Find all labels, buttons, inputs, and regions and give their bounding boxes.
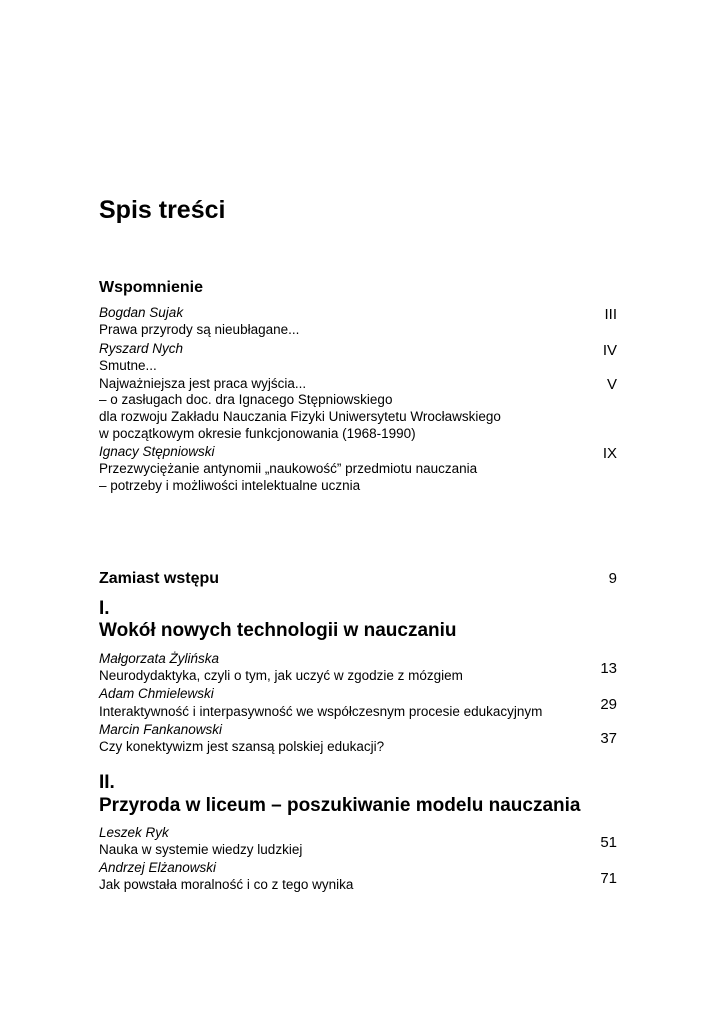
entry-title: Jak powstała moralność i co z tego wynika [99,877,354,892]
entry-author: Leszek Ryk [99,825,169,840]
entry-title: Nauka w systemie wiedzy ludzkiej [99,842,303,857]
entry-page-number: III [604,306,617,323]
entry-page-number: V [606,376,617,393]
part-number: I. [99,598,110,619]
entry-page-number: IX [602,445,617,462]
entry-title-line: – potrzeby i możliwości intelektualne ucznia [99,478,361,493]
page-title: Spis treści [99,196,226,224]
entry-title: Smutne... [99,358,157,373]
entry-author: Ignacy Stępniowski [99,444,215,459]
part-heading: Przyroda w liceum – poszukiwanie modelu nauczania [99,795,581,816]
entry-author: Ryszard Nych [99,341,184,356]
entry-page-number: 71 [600,870,617,887]
entry-title: Czy konektywizm jest szansą polskiej edukacji? [99,739,385,754]
entry-title: Neurodydaktyka, czyli o tym, jak uczyć w zgodzie z mózgiem [99,668,463,683]
part-heading: Wokół nowych technologii w nauczaniu [99,620,457,641]
entry-author: Małgorzata Żylińska [99,651,220,666]
entry-page-number: 9 [608,570,617,587]
entry-page-number: 37 [600,730,617,747]
entry-page-number: 51 [600,834,617,851]
entry-author: Andrzej Elżanowski [99,860,217,875]
entry-title-line: – o zasługach doc. dra Ignacego Stępniowskiego [99,392,393,407]
section-heading-wspomnienie: Wspomnienie [99,279,204,296]
entry-title: Interaktywność i interpasywność we współczesnym procesie edukacyjnym [99,704,543,719]
section-heading-zamiast-wstepu: Zamiast wstępu [99,570,220,587]
entry-page-number: 29 [600,696,617,713]
entry-author: Bogdan Sujak [99,305,184,320]
entry-author: Marcin Fankanowski [99,722,223,737]
entry-page-number: IV [602,342,617,359]
entry-page-number: 13 [600,660,617,677]
entry-title: Przezwyciężanie antynomii „naukowość” przedmiotu nauczania [99,461,478,476]
entry-title-line: dla rozwoju Zakładu Nauczania Fizyki Uniwersytetu Wrocławskiego [99,409,501,424]
entry-title: Najważniejsza jest praca wyjścia... [99,376,307,391]
part-number: II. [99,772,115,793]
entry-title: Prawa przyrody są nieubłagane... [99,322,300,337]
entry-author: Adam Chmielewski [99,686,214,701]
entry-title-line: w początkowym okresie funkcjonowania (1968-1990) [99,426,416,441]
